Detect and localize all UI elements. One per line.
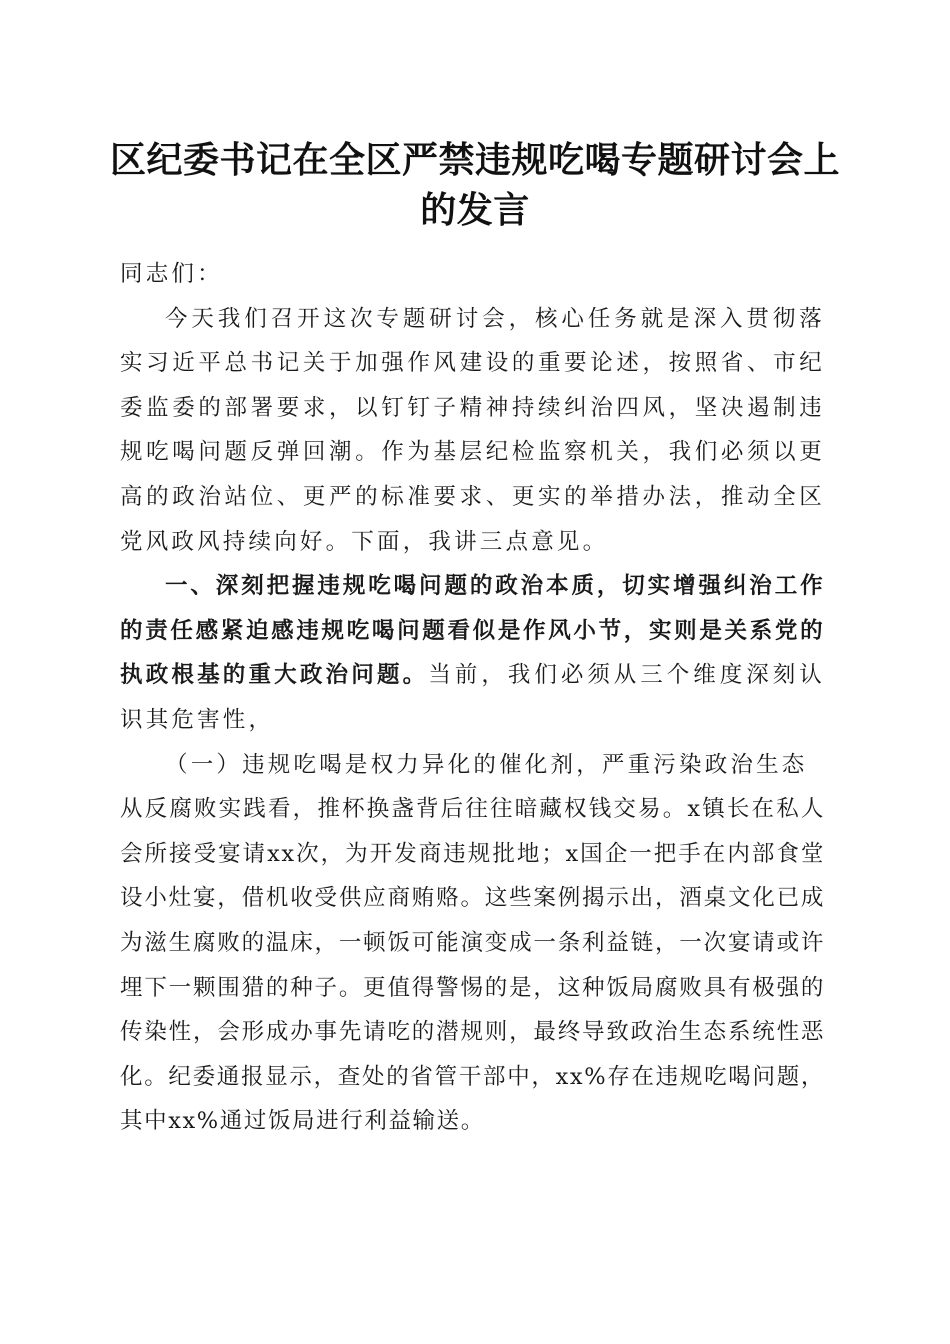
intro-paragraph: 今天我们召开这次专题研讨会，核心任务就是深入贯彻落实习近平总书记关于加强作风建设的重要论述，按照省、市纪委监委的部署要求，以钉钉子精神持续纠治四风，坚决遏制违规吃喝问题反弹回潮。作为基层纪检监察机关，我们必须以更高的政治站位、更严的标准要求、更实的举措办法，推动全区党风政风持续向好。下面，我讲三点意见。 [120,305,825,555]
subsection-one-heading: （一）违规吃喝是权力异化的催化剂，严重污染政治生态 [165,751,808,778]
salutation: 同志们： [120,261,223,287]
section-one-heading: 一、深刻把握违规吃喝问题的政治本质，切实增强纠治工作的责任感紧迫感违规吃喝问题看似是作风小节，实则是关系党的执政根基的重大政治问题。 [120,573,825,689]
section-one-continuation: 当前，我们必须从三个维度深刻认识其危害性， [120,662,825,733]
subsection-one-body: 从反腐败实践看，推杯换盏背后往往暗藏权钱交易。x镇长在私人会所接受宴请xx次，为开发商违规批地；x国企一把手在内部食堂设小灶宴，借机收受供应商贿赂。这些案例揭示出，酒桌文化已成为滋生腐败的温床，一顿饭可能演变成一条利益链，一次宴请或许埋下一颗围猎的种子。更值得警惕的是，这种饭局腐败具有极强的传染性，会形成办事先请吃的潜规则，最终导致政治生态系统性恶化。纪委通报显示，查处的省管干部中，xx%存在违规吃喝问题，其中xx%通过饭局进行利益输送。 [120,796,825,1135]
section-one-paragraph [120,564,825,742]
document-title: 区纪委书记在全区严禁违规吃喝专题研讨会上的发言 [110,139,841,231]
document-body [120,252,825,1144]
